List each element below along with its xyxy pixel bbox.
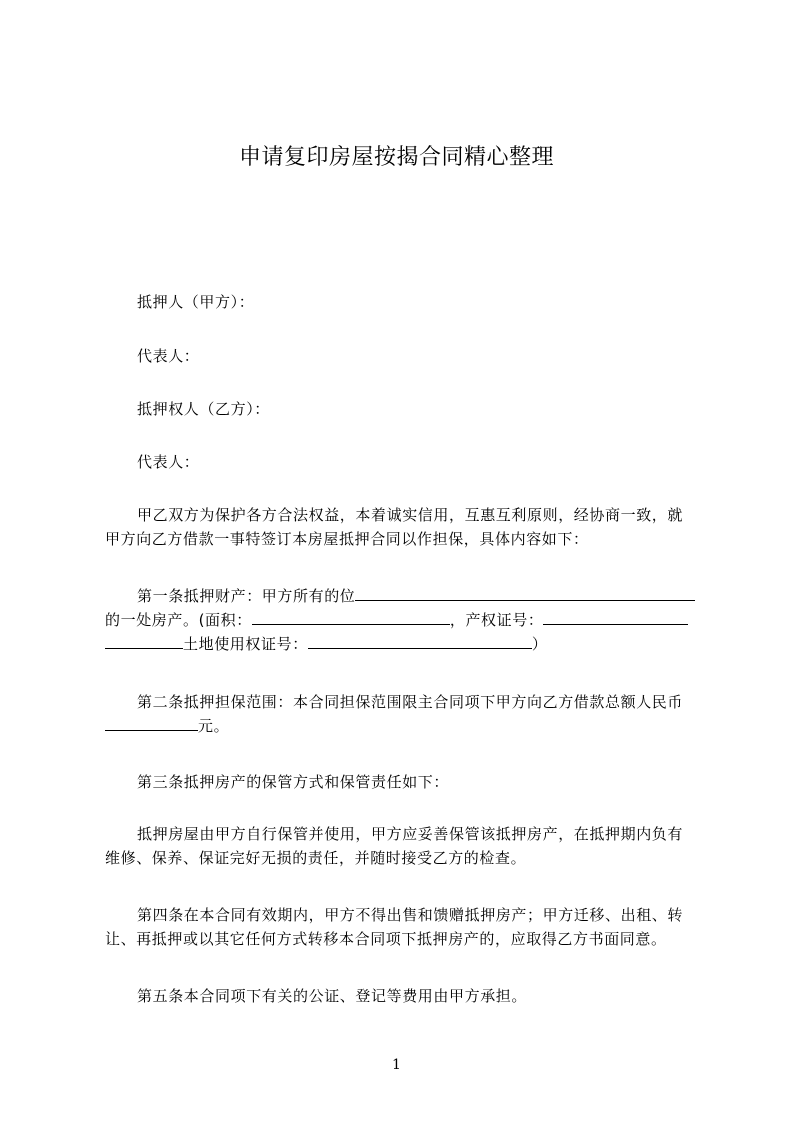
article-4-line-2: 让、再抵押或以其它任何方式转移本合同项下抵押房产的，应取得乙方书面同意。: [105, 930, 667, 948]
page-number: 1: [392, 1057, 401, 1073]
intro-paragraph: [105, 503, 705, 551]
article-5-text: 第五条本合同项下有关的公证、登记等费用由甲方承担。: [137, 987, 528, 1005]
article-1-close: ）: [531, 635, 548, 653]
representative-field-2: [105, 450, 705, 474]
representative-label-2: 代表人：: [137, 453, 200, 471]
intro-line-1: 甲乙双方为保护各方合法权益，本着诚实信用，互惠互利原则，经协商一致，就: [137, 506, 684, 524]
mortgagee-field: [105, 397, 705, 421]
property-label: 的一处房产。(面积：: [105, 611, 252, 629]
intro-line-2: 甲方向乙方借款一事特签订本房屋抵押合同以作担保，具体内容如下：: [105, 530, 589, 548]
amount-blank: [105, 714, 198, 731]
article-4-line-1: 第四条在本合同有效期内，甲方不得出售和馈赠抵押房产；甲方迁移、出租、转: [137, 906, 684, 924]
area-blank: [252, 608, 450, 625]
custody-paragraph: [105, 822, 705, 870]
title-cert-blank-continued: [105, 632, 183, 649]
land-cert-blank: [308, 632, 532, 649]
article-5: [105, 984, 705, 1008]
article-3-text: 第三条抵押房产的保管方式和保管责任如下：: [137, 773, 450, 791]
custody-line-2: 维修、保养、保证完好无损的责任，并随时接受乙方的检查。: [105, 849, 527, 867]
article-2: [105, 690, 705, 738]
mortgagor-field: [105, 290, 705, 314]
document-title: 申请复印房屋按揭合同精心整理: [238, 145, 554, 170]
title-cert-label: ，产权证号：: [449, 611, 544, 629]
address-blank: [355, 584, 695, 601]
article-2-unit: 元。: [198, 717, 230, 735]
article-2-line-1: 第二条抵押担保范围：本合同担保范围限主合同项下甲方向乙方借款总额人民币: [137, 693, 684, 711]
article-3: [105, 770, 705, 794]
representative-field-1: [105, 344, 705, 368]
title-cert-blank: [543, 608, 688, 625]
mortgagee-label: 抵押权人（乙方）：: [137, 400, 270, 418]
custody-line-1: 抵押房屋由甲方自行保管并使用，甲方应妥善保管该抵押房产，在抵押期内负有: [137, 825, 684, 843]
article-1: [105, 584, 705, 656]
land-cert-label: 土地使用权证号：: [183, 635, 308, 653]
mortgagor-label: 抵押人（甲方）：: [137, 293, 255, 311]
article-4: [105, 903, 705, 951]
article-1-heading: 第一条抵押财产：甲方所有的位: [137, 587, 356, 605]
representative-label-1: 代表人：: [137, 347, 200, 365]
